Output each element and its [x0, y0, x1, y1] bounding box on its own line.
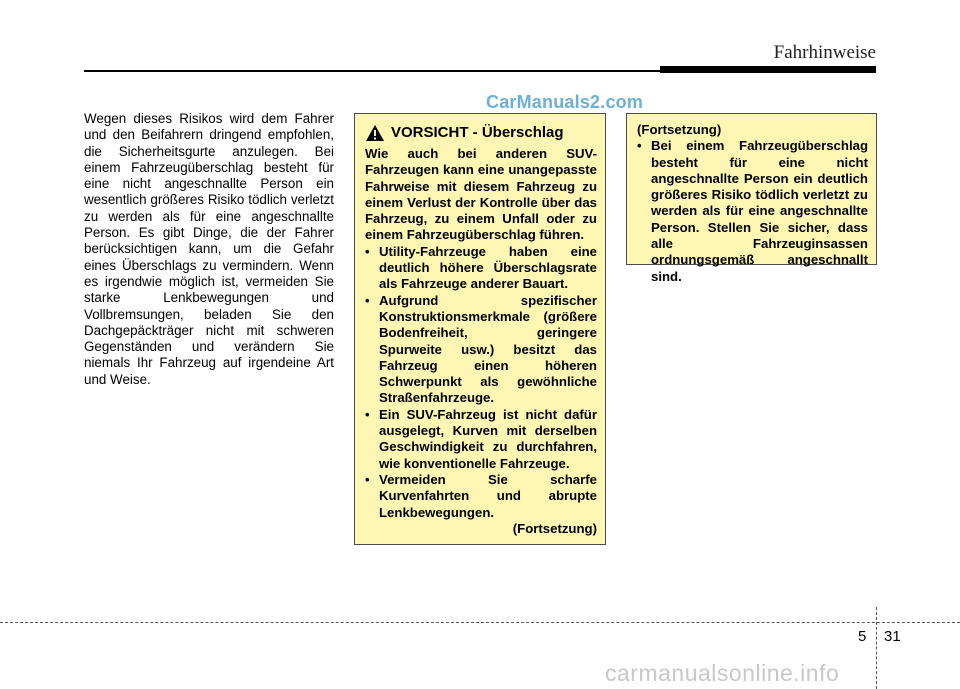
- body-text-column: Wegen dieses Risikos wird dem Fahrer und den Beifahrern dringend empfohlen, die Sicherheitsgurte anzulegen. Bei einem Fahrzeugüberschlag besteht für eine nicht angeschnallte Person ein wesentlich größeres Risiko tödlich verletzt zu werden als für eine angeschnallte Person. Es gibt Dinge, die der Fahrer berücksichtigen kann, um die Gefahr eines Überschlags zu vermindern. Wenn es irgendwie möglich ist, vermeiden Sie starke Lenkbewegungen und Vollbremsungen, beladen Sie den Dachgepäckträger nicht mit schweren Gegenständen und verändern Sie niemals Ihr Fahrzeug auf irgendeine Art und Weise.: [84, 111, 334, 387]
- list-item: • Vermeiden Sie scharfe Kurvenfahrten und abrupte Lenkbewegungen.: [365, 472, 597, 521]
- warning-triangle-icon: [365, 124, 385, 142]
- footer-divider: [876, 607, 877, 689]
- continuation-heading: (Fortsetzung): [637, 122, 722, 137]
- header-rule-accent: [660, 66, 876, 73]
- header-rule: [84, 70, 664, 72]
- caution-heading-text: VORSICHT - Überschlag: [391, 123, 564, 141]
- caution-heading: [365, 124, 597, 142]
- page-number: 31: [884, 628, 901, 645]
- caution-intro: Wie auch bei anderen SUV-Fahrzeugen kann eine unangepasste Fahrweise mit diesem Fahrzeug zu einem Verlust der Kontrolle über das Fahrzeug, zu einem Unfall oder zu einem Fahrzeugüberschlag führen.: [365, 146, 597, 243]
- list-item: • Aufgrund spezifischer Konstruktionsmerkmale (größere Bodenfreiheit, geringere Spurweite usw.) besitzt das Fahrzeug einen höheren Schwerpunkt als gewöhnliche Straßenfahrzeuge.: [365, 293, 597, 407]
- watermark-bottom: carmanualsonline.info: [605, 660, 840, 686]
- list-item: • Ein SUV-Fahrzeug ist nicht dafür ausgelegt, Kurven mit derselben Geschwindigkeit zu durchfahren, wie konventionelle Fahrzeuge.: [365, 407, 597, 472]
- continued-note: (Fortsetzung): [512, 520, 597, 536]
- continuation-bullet-list: [637, 138, 868, 285]
- list-item: • Bei einem Fahrzeugüberschlag besteht für eine nicht angeschnallte Person ein deutlich größeres Risiko tödlich verletzt zu werden als für eine angeschnallte Person. Stellen Sie sicher, dass alle Fahrzeuginsassen ordnungsgemäß angeschnallt sind.: [637, 138, 868, 285]
- page-header-title: Fahrhinweise: [773, 42, 876, 63]
- list-item: • Utility-Fahrzeuge haben eine deutlich höhere Überschlagsrate als Fahrzeuge anderer Bauart.: [365, 244, 597, 293]
- chapter-number: 5: [858, 628, 867, 645]
- continuation-box: [626, 113, 877, 284]
- caution-bullet-list: [365, 244, 597, 521]
- caution-box: [354, 113, 606, 545]
- watermark-top: CarManuals2.com: [486, 92, 644, 112]
- footer-rule: [0, 622, 960, 623]
